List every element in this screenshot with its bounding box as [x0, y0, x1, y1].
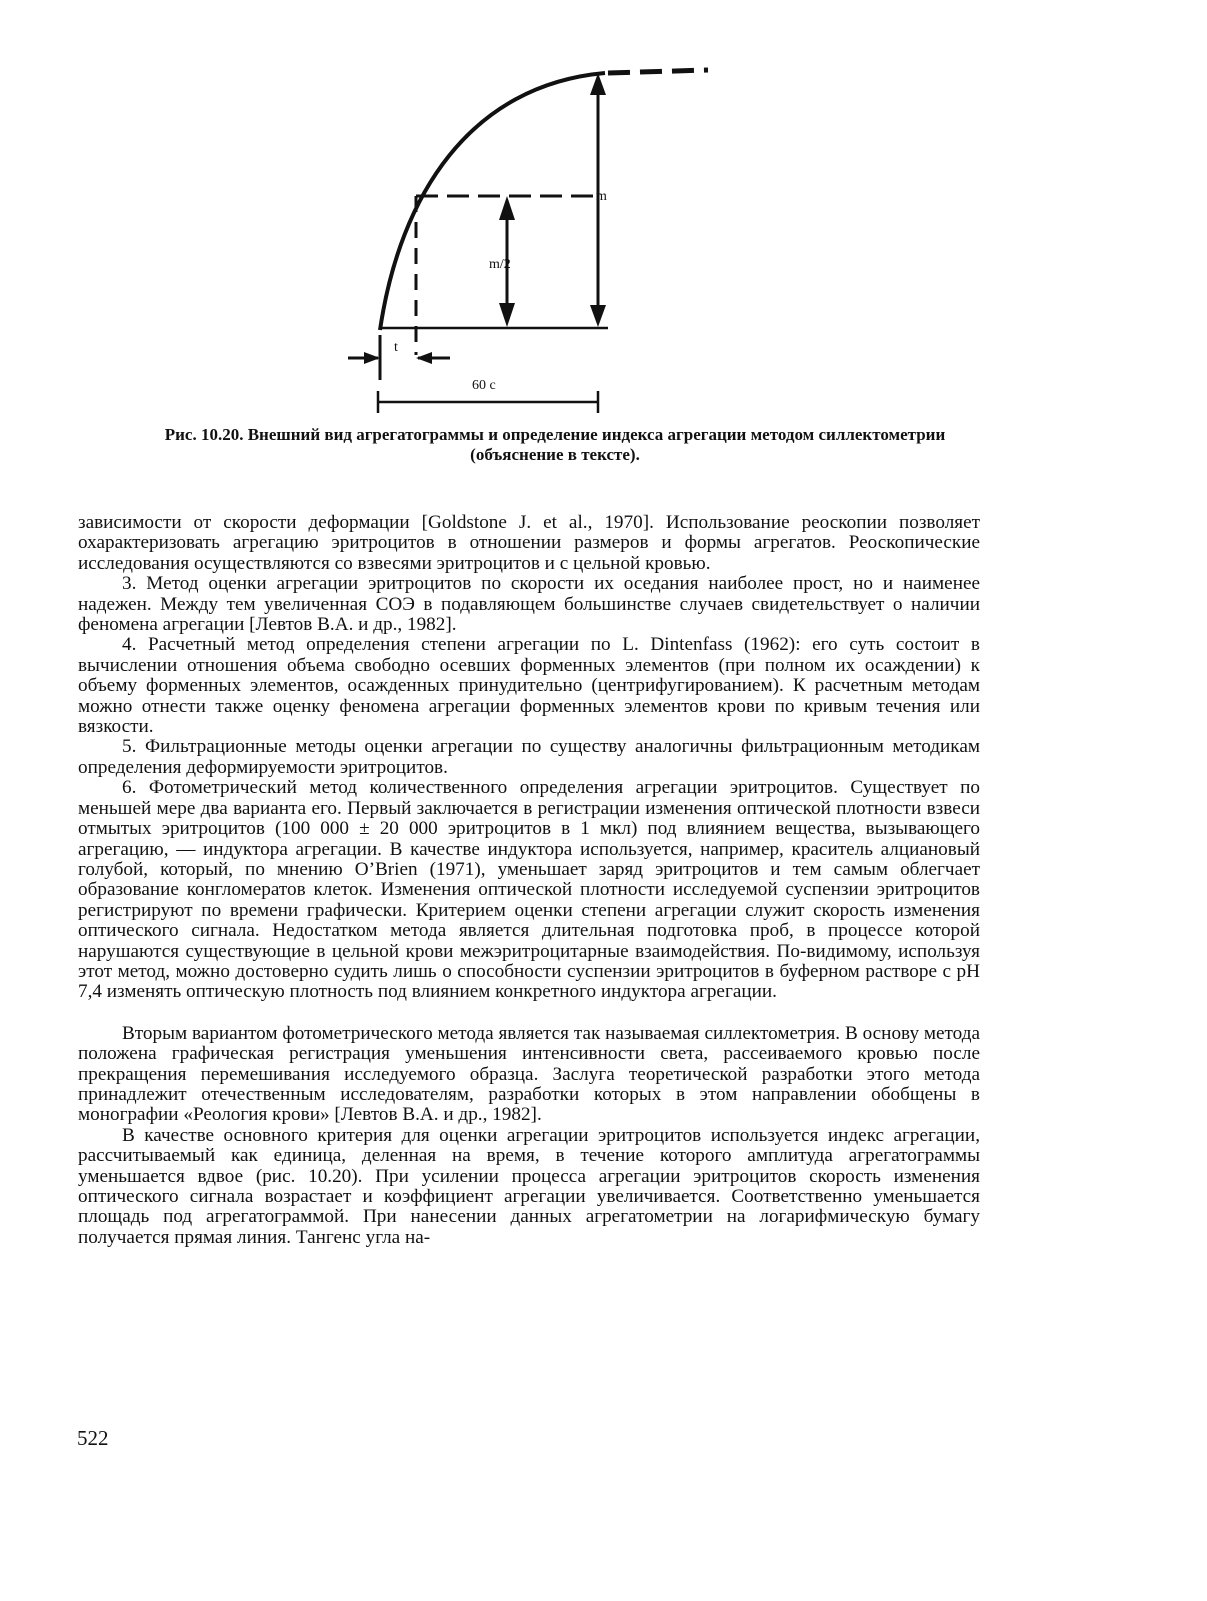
figure-caption	[120, 425, 990, 465]
paragraph: 4. Расчетный метод определения степени агрегации по L. Dintenfass (1962): его суть состоит в вычислении отношения объема свободно осевших форменных элементов (при полном их осаждении) к объему форменных элементов, осажденных принудительно (центрифугированием). К расчетным методам можно отнести также оценку феномена агрегации форменных элементов крови по кривым течения или вязкости.	[78, 634, 980, 738]
t-arrow-right-head	[416, 352, 432, 364]
m-half-arrow-head-up	[499, 196, 515, 220]
paragraph: Вторым вариантом фотометрического метода является так называемая силлектометрия. В основу метода положена графическая регистрация уменьшения интенсивности света, рассеиваемого кровью после прекращения перемешивания исследуемого образца. Заслуга теоретической разработки этого метода принадлежит отечественным исследователям, разработки которых в этом направлении обобщены в монографии «Реология крови» [Левтов В.А. и др., 1982].	[78, 1022, 980, 1126]
caption-text: Внешний вид агрегатограммы и определение индекса агрегации методом силлектометрии (объяснение в тексте).	[247, 425, 946, 464]
aggregatogram-figure	[330, 55, 730, 420]
m-arrow-head-down	[590, 305, 606, 327]
aggregatogram-curve	[380, 73, 605, 330]
paragraph: В качестве основного критерия для оценки агрегации эритроцитов используется индекс агрегации, рассчитываемый как единица, деленная на время, в течение которого амплитуда агрегатограммы уменьшается вдвое (рис. 10.20). При усилении процесса агрегации эритроцитов скорость изменения оптического сигнала возрастает и коэффициент агрегации увеличивается. Соответственно уменьшается площадь под агрегатограммой. При нанесении данных агрегатометрии на логарифмическую бумагу получается прямая линия. Тангенс угла на-	[78, 1124, 980, 1248]
label-m: m	[596, 189, 607, 204]
paragraph: 6. Фотометрический метод количественного определения агрегации эритроцитов. Существует по меньшей мере два варианта его. Первый заключается в регистрации изменения оптической плотности взвеси отмытых эритроцитов (100 000 ± 20 000 эритроцитов в 1 мкл) под влиянием вещества, вызывающего агрегацию, — индуктора агрегации. В качестве индуктора используется, например, краситель алциановый голубой, который, по мнению O’Brien (1971), уменьшает заряд эритроцитов и тем самым облегчает образование конгломератов клеток. Изменения оптической плотности исследуемой суспензии эритроцитов регистрируют по времени графически. Критерием оценки степени агрегации служит скорость изменения оптического сигнала. Недостатком метода является длительная подготовка проб, в процессе которой нарушаются существующие в цельной крови межэритроцитарные взаимодействия. По-видимому, используя этот метод, можно достоверно судить лишь о способности суспензии эритроцитов в буферном растворе с рН 7,4 изменять оптическую плотность под влиянием конкретного индуктора агрегации.	[78, 777, 980, 1003]
paragraph: 3. Метод оценки агрегации эритроцитов по скорости их оседания наиболее прост, но и наименее надежен. Между тем увеличенная СОЭ в подавляющем большинстве случаев свидетельствует о наличии феномена агрегации [Левтов В.А. и др., 1982].	[78, 573, 980, 636]
page-number: 522	[77, 1426, 109, 1450]
paragraph: 5. Фильтрационные методы оценки агрегации по существу аналогичны фильтрационным методикам определения деформируемости эритроцитов.	[78, 736, 980, 778]
body-text	[78, 513, 980, 1248]
plateau-dashed-line	[608, 70, 708, 73]
m-half-arrow-head-down	[499, 303, 515, 327]
paragraph: зависимости от скорости деформации [Goldstone J. et al., 1970]. Использование реоскопии позволяет охарактеризовать агрегацию эритроцитов в отношении размеров и формы агрегатов. Реоскопические исследования осуществляются со взвесями эритроцитов и с цельной кровью.	[78, 512, 980, 574]
label-m-half: m/2	[489, 257, 511, 272]
caption-label: Рис. 10.20.	[164, 425, 244, 444]
t-arrow-left-head	[364, 352, 380, 364]
label-t: t	[394, 340, 398, 355]
aggregatogram-diagram	[330, 55, 730, 420]
label-duration: 60 c	[472, 378, 496, 393]
